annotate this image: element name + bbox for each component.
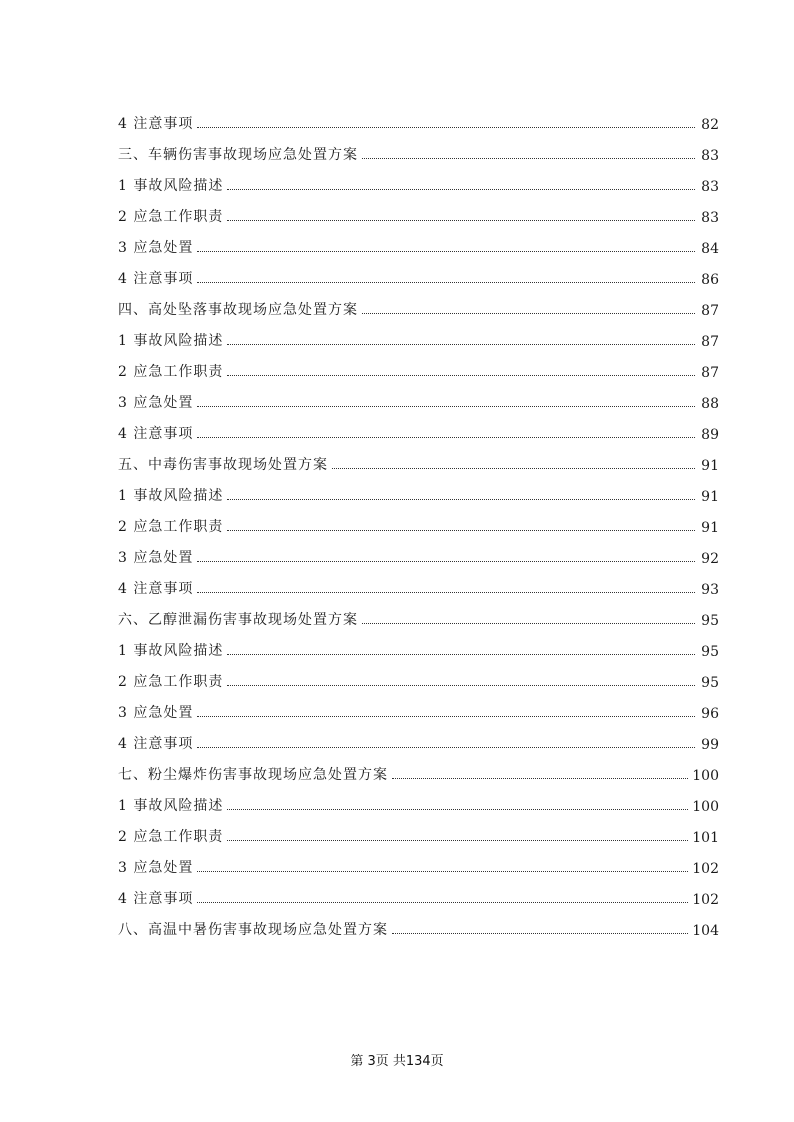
toc-page-number: 100 [692, 768, 719, 784]
dot-leader [227, 375, 695, 376]
toc-entry-label: 1 事故风险描述 [118, 643, 224, 659]
toc-page-number: 84 [701, 241, 719, 257]
dot-leader [197, 592, 695, 593]
toc-row[interactable] [118, 257, 719, 288]
toc-row[interactable] [118, 629, 719, 660]
toc-entry-label: 2 应急工作职责 [118, 364, 224, 380]
dot-leader [392, 778, 688, 779]
toc-row[interactable] [118, 722, 719, 753]
dot-leader [332, 468, 695, 469]
toc-entry-label: 4 注意事项 [118, 581, 194, 597]
toc-page-number: 99 [701, 737, 719, 753]
toc-row[interactable] [118, 319, 719, 350]
toc-page-number: 83 [701, 210, 719, 226]
dot-leader [197, 437, 695, 438]
toc-page-number: 82 [701, 117, 719, 133]
toc-entry-label: 4 注意事项 [118, 116, 194, 132]
toc-row[interactable] [118, 443, 719, 474]
dot-leader [227, 840, 688, 841]
toc-row[interactable] [118, 505, 719, 536]
toc-row[interactable] [118, 753, 719, 784]
toc-row[interactable] [118, 691, 719, 722]
dot-leader [227, 189, 695, 190]
toc-entry-label: 1 事故风险描述 [118, 488, 224, 504]
toc-page-number: 95 [701, 644, 719, 660]
toc-entry-label: 4 注意事项 [118, 271, 194, 287]
dot-leader [197, 561, 695, 562]
dot-leader [227, 685, 695, 686]
dot-leader [197, 251, 695, 252]
toc-page-number: 89 [701, 427, 719, 443]
toc-entry-label: 3 应急处置 [118, 860, 194, 876]
toc-page-number: 104 [692, 923, 719, 939]
toc-row[interactable] [118, 412, 719, 443]
toc-page-number: 95 [701, 675, 719, 691]
toc-entry-label: 三、车辆伤害事故现场应急处置方案 [118, 147, 358, 163]
toc-page-number: 95 [701, 613, 719, 629]
toc-entry-label: 3 应急处置 [118, 240, 194, 256]
toc-entry-label: 1 事故风险描述 [118, 178, 224, 194]
toc-row[interactable] [118, 195, 719, 226]
toc-row[interactable] [118, 536, 719, 567]
toc-entry-label: 2 应急工作职责 [118, 209, 224, 225]
toc-page-number: 100 [692, 799, 719, 815]
dot-leader [362, 313, 695, 314]
dot-leader [227, 530, 695, 531]
toc-row[interactable] [118, 660, 719, 691]
toc-entry-label: 1 事故风险描述 [118, 333, 224, 349]
toc-row[interactable] [118, 598, 719, 629]
toc-page-number: 91 [701, 458, 719, 474]
toc-entry-label: 五、中毒伤害事故现场处置方案 [118, 457, 328, 473]
dot-leader [197, 127, 695, 128]
toc-entry-label: 3 应急处置 [118, 395, 194, 411]
toc-row[interactable] [118, 164, 719, 195]
toc-page-number: 101 [692, 830, 719, 846]
toc-page-number: 87 [701, 303, 719, 319]
dot-leader [197, 902, 688, 903]
toc-page-number: 87 [701, 365, 719, 381]
toc-page-number: 92 [701, 551, 719, 567]
toc-row[interactable] [118, 133, 719, 164]
dot-leader [362, 158, 695, 159]
toc-row[interactable] [118, 102, 719, 133]
toc-page-number: 83 [701, 179, 719, 195]
toc-page-number: 91 [701, 520, 719, 536]
toc-entry-label: 2 应急工作职责 [118, 674, 224, 690]
toc-row[interactable] [118, 784, 719, 815]
toc-row[interactable] [118, 815, 719, 846]
dot-leader [227, 809, 688, 810]
table-of-contents [118, 102, 719, 939]
toc-row[interactable] [118, 226, 719, 257]
toc-entry-label: 八、高温中暑伤害事故现场应急处置方案 [118, 922, 388, 938]
toc-page-number: 88 [701, 396, 719, 412]
toc-page-number: 83 [701, 148, 719, 164]
toc-entry-label: 六、乙醇泄漏伤害事故现场处置方案 [118, 612, 358, 628]
toc-row[interactable] [118, 908, 719, 939]
page-footer: 第 3页 共134页 [350, 1054, 444, 1069]
dot-leader [227, 499, 695, 500]
toc-row[interactable] [118, 350, 719, 381]
dot-leader [227, 220, 695, 221]
toc-entry-label: 4 注意事项 [118, 736, 194, 752]
dot-leader [197, 406, 695, 407]
toc-entry-label: 4 注意事项 [118, 891, 194, 907]
dot-leader [197, 716, 695, 717]
toc-row[interactable] [118, 846, 719, 877]
toc-entry-label: 3 应急处置 [118, 550, 194, 566]
dot-leader [392, 933, 688, 934]
dot-leader [362, 623, 695, 624]
toc-page-number: 96 [701, 706, 719, 722]
toc-page-number: 91 [701, 489, 719, 505]
toc-entry-label: 4 注意事项 [118, 426, 194, 442]
toc-entry-label: 2 应急工作职责 [118, 519, 224, 535]
toc-row[interactable] [118, 288, 719, 319]
toc-page-number: 93 [701, 582, 719, 598]
toc-entry-label: 3 应急处置 [118, 705, 194, 721]
toc-row[interactable] [118, 567, 719, 598]
toc-row[interactable] [118, 381, 719, 412]
dot-leader [227, 654, 695, 655]
dot-leader [227, 344, 695, 345]
toc-entry-label: 1 事故风险描述 [118, 798, 224, 814]
toc-row[interactable] [118, 474, 719, 505]
toc-entry-label: 四、高处坠落事故现场应急处置方案 [118, 302, 358, 318]
toc-page-number: 102 [692, 892, 719, 908]
toc-entry-label: 2 应急工作职责 [118, 829, 224, 845]
toc-entry-label: 七、粉尘爆炸伤害事故现场应急处置方案 [118, 767, 388, 783]
toc-row[interactable] [118, 877, 719, 908]
toc-page-number: 102 [692, 861, 719, 877]
dot-leader [197, 747, 695, 748]
toc-page-number: 87 [701, 334, 719, 350]
dot-leader [197, 871, 688, 872]
dot-leader [197, 282, 695, 283]
toc-page-number: 86 [701, 272, 719, 288]
